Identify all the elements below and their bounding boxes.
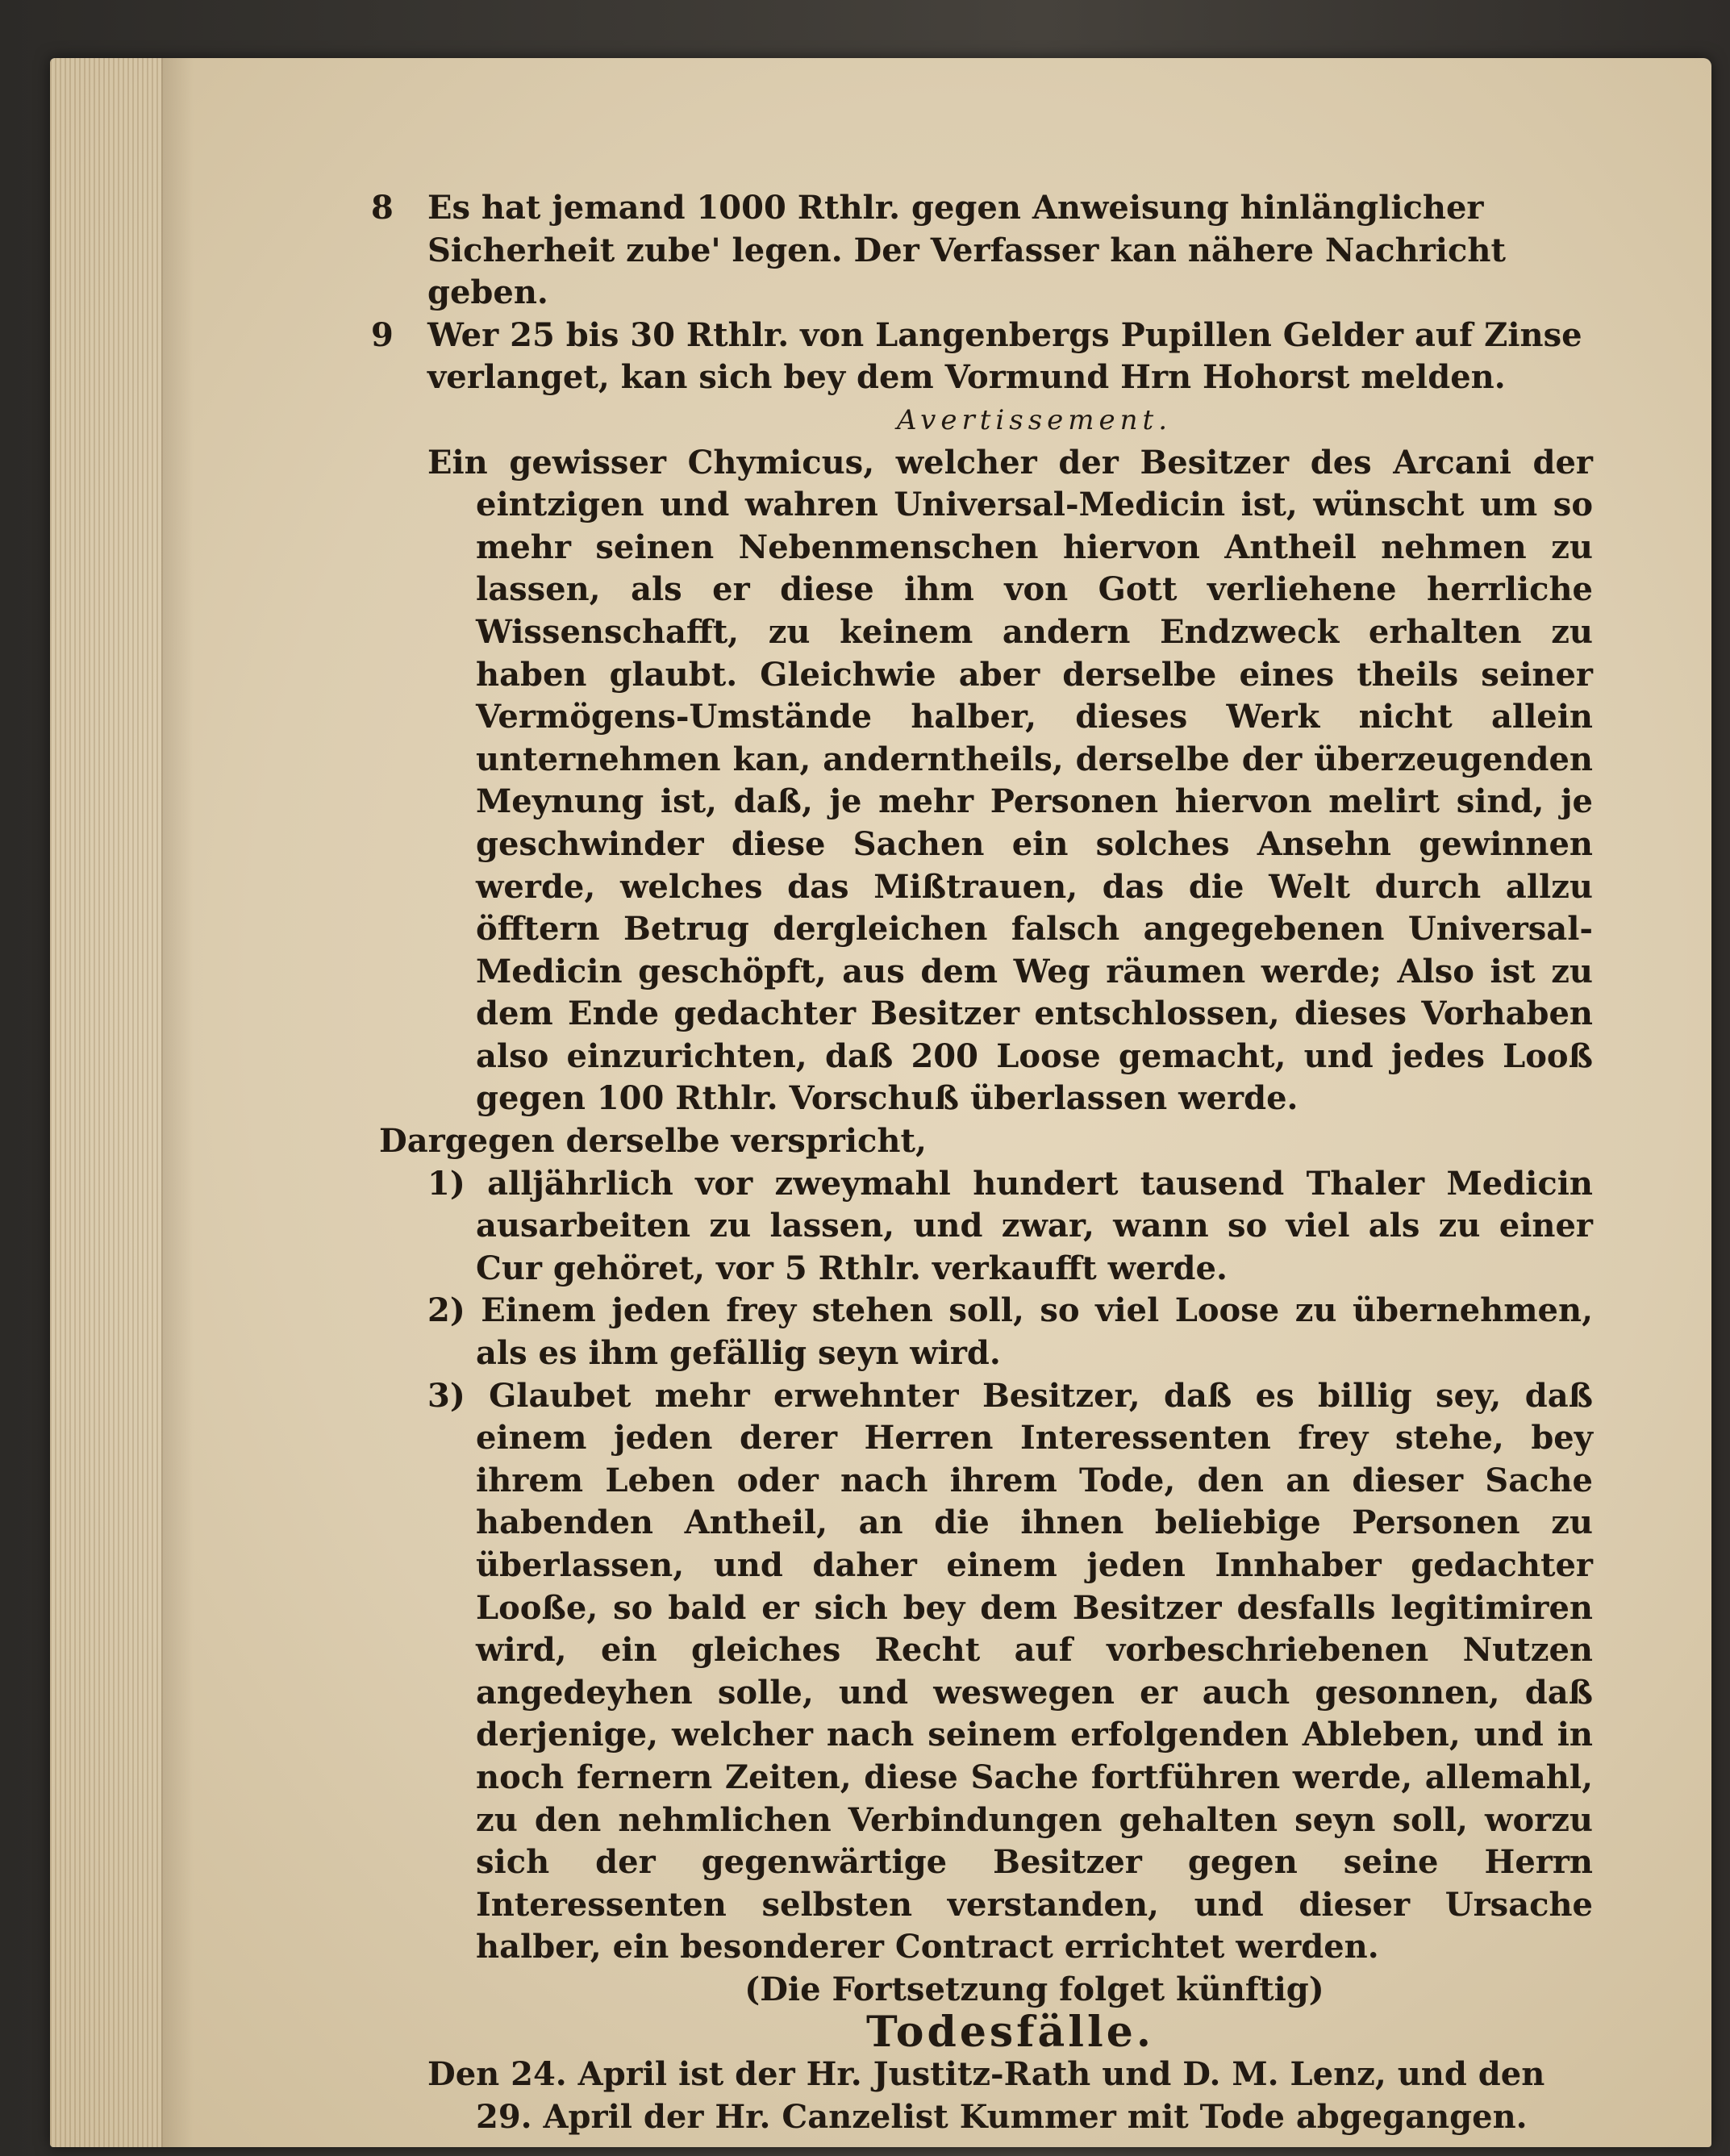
- avertissement-item-2: 2) Einem jeden frey stehen soll, so viel Loose zu übernehmen, als es ihm gefällig seyn wird.: [427, 1291, 1593, 1373]
- deaths-title: Todesfälle.: [866, 2007, 1154, 2057]
- notice-entry-8: [371, 187, 1593, 315]
- avertissement-item-1: 1) alljährlich vor zweymahl hundert tausend Thaler Medicin ausarbeiten zu lassen, und zwar, wann so viel als zu einer Cur gehöret, vor 5 Rthlr. verkaufft werde.: [427, 1164, 1593, 1287]
- entry-text: Es hat jemand 1000 Rthlr. gegen Anweisung hinlänglicher Sicherheit zube' legen. Der Verfasser kan nähere Nachricht geben.: [427, 189, 1506, 312]
- page-edges: [50, 58, 163, 2147]
- entry-number: 8: [371, 189, 394, 227]
- page-text: [371, 187, 1593, 2138]
- entry-number: 9: [371, 315, 394, 354]
- deaths-text: Den 24. April ist der Hr. Justitz-Rath und D. M. Lenz, und den 29. April der Hr. Canzelist Kummer mit Tode abgegangen.: [427, 2055, 1545, 2136]
- entry-text: Wer 25 bis 30 Rthlr. von Langenbergs Pupillen Gelder auf Zinse verlanget, kan sich bey dem Vormund Hrn Hohorst melden.: [427, 315, 1582, 397]
- avertissement-item-3: 3) Glaubet mehr erwehnter Besitzer, daß es billig sey, daß einem jeden derer Herren Interessenten frey stehe, bey ihrem Leben oder nach ihrem Tode, den an dieser Sache habenden Antheil, an die ihnen beliebige Personen zu überlassen, und daher einem jeden Innhaber gedachter Looße, so bald er sich bey dem Besitzer desfalls legitimiren wird, ein gleiches Recht auf vorbeschriebenen Nutzen angedeyhen solle, und weswegen er auch gesonnen, daß derjenige, welcher nach seinem erfolgenden Ableben, und in noch fernern Zeiten, diese Sache fortführen werde, allemahl, zu den nehmlichen Verbindungen gehalten seyn soll, worzu sich der gegenwärtige Besitzer gegen seine Herrn Interessenten selbsten verstanden, und dieser Ursache halber, ein besonderer Contract errichtet werden.: [427, 1376, 1593, 1966]
- continuation-note: (Die Fortsetzung folget künftig): [744, 1970, 1324, 2008]
- avertissement-heading: Avertissement.: [896, 403, 1173, 436]
- notice-entry-9: [371, 315, 1593, 399]
- avertissement-intro: Dargegen derselbe verspricht,: [379, 1122, 927, 1161]
- avertissement-paragraph: Ein gewisser Chymicus, welcher der Besitzer des Arcani der eintzigen und wahren Universal-Medicin ist, wünscht um so mehr seinen Nebenmenschen hiervon Antheil nehmen zu lassen, als er diese ihm von Gott verliehene herrliche Wissenschafft, zu keinem andern Endzweck erhalten zu haben glaubt. Gleichwie aber derselbe eines theils seiner Vermögens-Umstände halber, dieses Werk nicht allein unternehmen kan, anderntheils, derselbe der überzeugenden Meynung ist, daß, je mehr Personen hiervon melirt sind, je geschwinder diese Sachen ein solches Ansehn gewinnen werde, welches das Mißtrauen, das die Welt durch allzu öfftern Betrug dergleichen falsch angegebenen Universal-Medicin geschöpft, aus dem Weg räumen werde; Also ist zu dem Ende gedachter Besitzer entschlossen, dieses Vorhaben also einzurichten, daß 200 Loose gemacht, und jedes Looß gegen 100 Rthlr. Vorschuß überlassen werde.: [427, 443, 1593, 1118]
- page-gutter: [161, 58, 194, 2147]
